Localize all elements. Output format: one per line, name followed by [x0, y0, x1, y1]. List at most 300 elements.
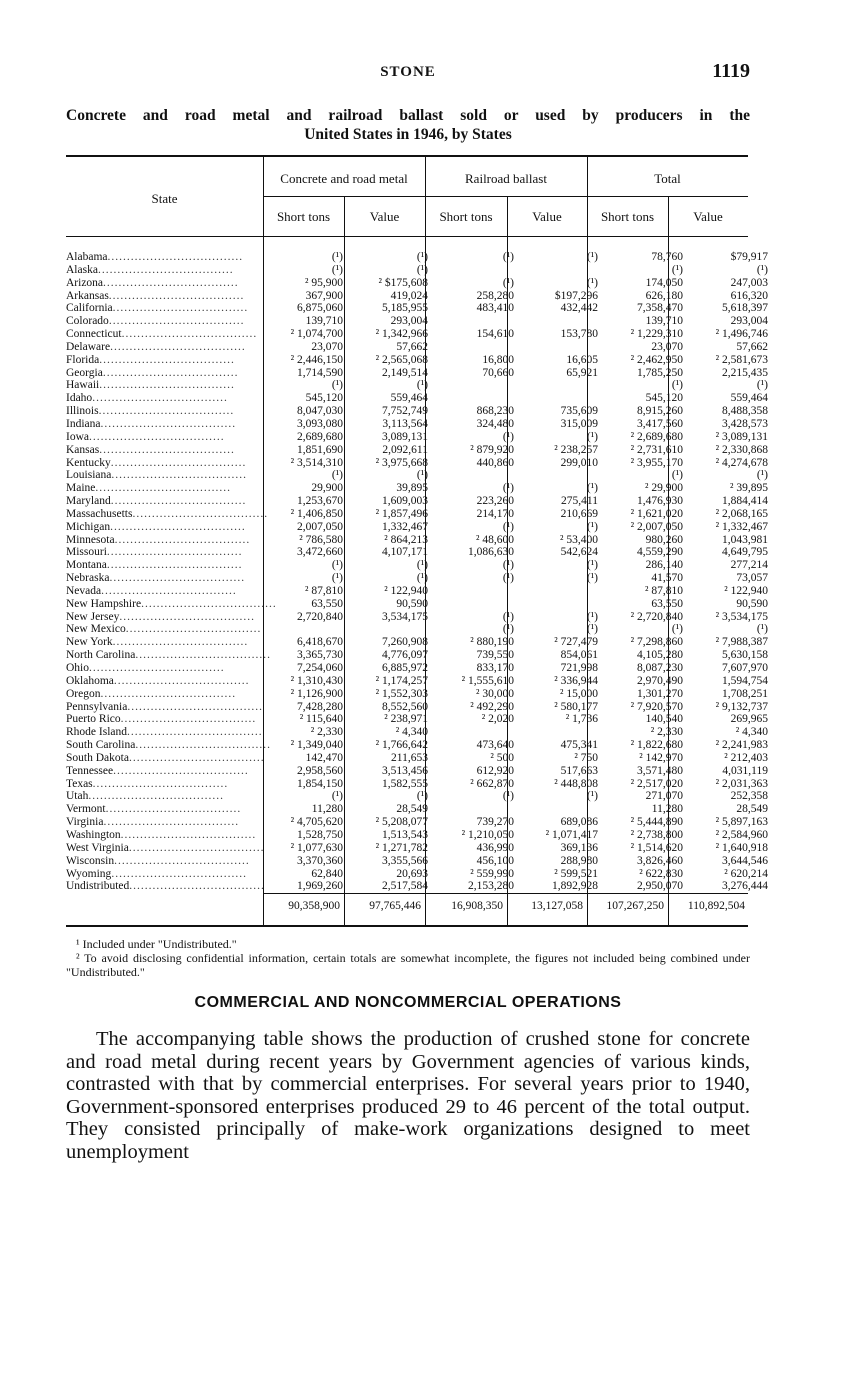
- value-cell: (¹): [502, 790, 514, 803]
- table-row: [66, 495, 772, 508]
- value-cell: (¹): [416, 790, 428, 803]
- value-cell: ² 864,213: [384, 533, 428, 546]
- value-cell: 1,528,750: [297, 828, 343, 841]
- value-cell: 735,609: [560, 405, 598, 418]
- value-cell: 517,663: [560, 764, 598, 777]
- value-cell: 78,760: [651, 251, 683, 263]
- value-cell: [518, 315, 602, 328]
- value-cell: ² 1,271,782: [375, 841, 428, 854]
- value-cell: 286,140: [645, 559, 683, 572]
- leader-dots: ...................................: [125, 623, 262, 636]
- value-cell: (¹): [586, 430, 598, 443]
- value-cell: 73,057: [736, 572, 768, 585]
- total-ballast-tons: 16,908,350: [451, 900, 503, 912]
- value-cell: 293,004: [730, 315, 768, 328]
- value-cell: 1,513,543: [382, 828, 428, 841]
- caption-line-2: United States in 1946, by States: [304, 126, 512, 143]
- table-row: [66, 688, 772, 701]
- state-name: Pennsylvania: [66, 700, 128, 713]
- value-cell: 3,534,175: [382, 610, 428, 623]
- value-cell: 288,980: [560, 854, 598, 867]
- leader-dots: ...................................: [113, 674, 250, 687]
- state-name: Alabama: [66, 251, 108, 263]
- value-cell: ² 1,514,620: [630, 841, 683, 854]
- value-cell: ² 622,830: [639, 867, 683, 880]
- value-cell: 440,860: [476, 456, 514, 469]
- total-all-value: 110,892,504: [687, 900, 745, 912]
- leader-dots: ...................................: [105, 803, 242, 816]
- value-cell: ² 662,870: [470, 777, 514, 790]
- value-cell: ² 2,462,950: [630, 353, 683, 366]
- state-name: Michigan: [66, 520, 111, 533]
- leader-dots: ...................................: [92, 392, 228, 405]
- value-cell: ² 15,000: [560, 687, 598, 700]
- value-cell: ² 2,446,150: [290, 353, 343, 366]
- value-cell: 3,365,730: [297, 649, 343, 662]
- total-all-tons: 107,267,250: [606, 900, 664, 912]
- body-paragraph: The accompanying table shows the production of crushed stone for concrete and road metal during recent years by Government agencies of various kinds, contrasted with that by commercial enterprises. For several years prior to 1940, Government-sponsored enterprises produced 29 to 46 percent of the total output. They consisted principally of make-work organizations designed to meet unemployment: [66, 1028, 750, 1163]
- value-cell: 1,043,981: [722, 533, 768, 546]
- value-cell: ² 2,738,800: [630, 828, 683, 841]
- table-header-rule: [66, 236, 748, 237]
- value-cell: [518, 341, 602, 354]
- value-cell: ² 2,565,068: [375, 353, 428, 366]
- value-cell: (¹): [586, 482, 598, 495]
- value-cell: 1,969,260: [297, 880, 343, 893]
- table-group-rule: [263, 196, 748, 197]
- table-row: [66, 264, 772, 277]
- value-cell: 299,010: [560, 456, 598, 469]
- value-cell: 721,998: [560, 662, 598, 674]
- table-row: [66, 816, 772, 829]
- value-cell: ² 1,496,746: [715, 328, 768, 341]
- value-cell: (¹): [331, 559, 343, 572]
- value-cell: ² 1,126,900: [290, 687, 343, 700]
- leader-dots: ...................................: [97, 263, 234, 276]
- state-cell: [66, 482, 263, 495]
- state-name: Wisconsin: [66, 854, 115, 867]
- table-row: [66, 482, 772, 495]
- value-cell: 2,215,435: [722, 366, 768, 379]
- subheader-value: Value: [693, 209, 723, 224]
- subheader-short-tons: Short tons: [276, 209, 331, 224]
- value-cell: ² 580,177: [554, 700, 598, 713]
- state-name: Oregon: [66, 687, 101, 700]
- value-cell: (¹): [331, 469, 343, 482]
- value-cell: ² 492,290: [470, 700, 514, 713]
- value-cell: (¹): [502, 276, 514, 289]
- table-row: [66, 842, 772, 855]
- state-name: Montana: [66, 559, 107, 572]
- value-cell: 269,965: [730, 713, 768, 726]
- value-cell: 1,785,250: [637, 366, 683, 379]
- leader-dots: ...................................: [108, 315, 245, 328]
- value-cell: 1,476,930: [637, 495, 683, 508]
- value-cell: 475,341: [560, 739, 598, 752]
- value-cell: (¹): [671, 263, 683, 276]
- state-name: Arizona: [66, 276, 104, 289]
- state-cell: [66, 585, 263, 598]
- table-row: [66, 778, 772, 791]
- value-cell: ² 5,897,163: [715, 816, 768, 829]
- leader-dots: ...................................: [111, 469, 247, 482]
- value-cell: ² 3,975,668: [375, 456, 428, 469]
- value-cell: ² 1,766,642: [375, 739, 428, 752]
- value-cell: (¹): [586, 623, 598, 636]
- value-cell: ² 2,241,983: [715, 739, 768, 752]
- value-cell: [432, 379, 518, 392]
- value-cell: ² 2,068,165: [715, 507, 768, 520]
- header-group-ballast: Railroad ballast: [465, 171, 547, 186]
- value-cell: (¹): [331, 263, 343, 276]
- leader-dots: ...................................: [112, 636, 249, 649]
- value-cell: ² 30,000: [476, 687, 514, 700]
- value-cell: ² 448,808: [554, 777, 598, 790]
- table-row: [66, 469, 772, 482]
- state-cell: [66, 379, 263, 392]
- leader-dots: ...................................: [92, 777, 229, 790]
- value-cell: ² 212,403: [724, 751, 768, 764]
- table-row: [66, 752, 772, 765]
- value-cell: ² 29,900: [645, 482, 683, 495]
- value-cell: (¹): [502, 572, 514, 585]
- value-cell: (¹): [331, 572, 343, 585]
- value-cell: ² 7,920,570: [630, 700, 683, 713]
- value-cell: ² 727,479: [554, 636, 598, 649]
- table-row: [66, 726, 772, 739]
- value-cell: [432, 598, 518, 611]
- value-cell: 293,004: [390, 315, 428, 328]
- value-cell: ² 238,971: [384, 713, 428, 726]
- leader-dots: ...................................: [129, 880, 265, 893]
- value-cell: [432, 726, 518, 739]
- leader-dots: ...................................: [112, 302, 249, 315]
- value-cell: 833,170: [476, 662, 514, 674]
- leader-dots: ...................................: [127, 726, 263, 739]
- value-cell: (¹): [416, 251, 428, 263]
- value-cell: [518, 392, 602, 405]
- value-cell: 3,513,456: [382, 764, 428, 777]
- value-cell: (¹): [586, 572, 598, 585]
- value-cell: ² 786,580: [299, 533, 343, 546]
- value-cell: 5,618,397: [722, 302, 768, 315]
- value-cell: (¹): [416, 469, 428, 482]
- table-row: [66, 277, 772, 290]
- value-cell: ² 4,340: [735, 726, 768, 739]
- leader-dots: ...................................: [110, 456, 247, 469]
- value-cell: [263, 623, 347, 636]
- value-cell: 3,355,566: [382, 854, 428, 867]
- value-cell: 3,428,573: [722, 417, 768, 430]
- state-name: Arkansas: [66, 289, 109, 302]
- table-row: [66, 649, 772, 662]
- totals-row: [263, 900, 748, 916]
- total-concrete-value: 97,765,446: [369, 900, 421, 912]
- value-cell: 28,549: [396, 803, 428, 816]
- subheader-value: Value: [369, 209, 400, 224]
- state-name: New Mexico: [66, 623, 126, 636]
- value-cell: ² 7,988,387: [715, 636, 768, 649]
- value-cell: 2,970,490: [637, 674, 683, 687]
- value-cell: ² 238,257: [554, 443, 598, 456]
- value-cell: ² 115,640: [299, 713, 343, 726]
- value-cell: ² 3,534,175: [715, 610, 768, 623]
- value-cell: 6,875,060: [297, 302, 343, 315]
- table-row: [66, 765, 772, 778]
- caption-line-1: Concrete and road metal and railroad ballast sold or used by producers in the: [66, 107, 750, 124]
- value-cell: ² 4,274,678: [715, 456, 768, 469]
- state-cell: [66, 328, 263, 341]
- value-cell: 2,689,680: [297, 430, 343, 443]
- state-name: Indiana: [66, 417, 101, 430]
- value-cell: 5,185,955: [382, 302, 428, 315]
- header-state: State: [151, 191, 178, 206]
- value-cell: ² 95,900: [305, 276, 343, 289]
- value-cell: 367,900: [305, 289, 343, 302]
- value-cell: ² 750: [574, 751, 598, 764]
- subheader-value: Value: [532, 209, 562, 224]
- value-cell: 739,270: [476, 816, 514, 829]
- value-cell: ² 2,720,840: [630, 610, 683, 623]
- value-cell: 2,958,560: [297, 764, 343, 777]
- value-cell: 4,559,290: [637, 546, 683, 559]
- value-cell: [347, 623, 432, 636]
- state-name: Louisiana: [66, 469, 112, 482]
- state-cell: [66, 534, 263, 547]
- value-cell: ² 2,581,673: [715, 353, 768, 366]
- state-name: Vermont: [66, 803, 106, 816]
- value-cell: [518, 803, 602, 816]
- table-row: [66, 508, 772, 521]
- value-cell: 559,464: [730, 392, 768, 405]
- value-cell: 980,260: [645, 533, 683, 546]
- value-cell: ² 5,208,077: [375, 816, 428, 829]
- value-cell: 223,260: [476, 495, 514, 508]
- leader-dots: ...................................: [119, 610, 255, 623]
- value-cell: 6,885,972: [382, 662, 428, 674]
- state-cell: [66, 790, 263, 803]
- leader-dots: ...................................: [121, 328, 258, 341]
- value-cell: ² 880,190: [470, 636, 514, 649]
- value-cell: (¹): [502, 623, 514, 636]
- leader-dots: ...................................: [128, 751, 265, 764]
- state-name: South Dakota: [66, 751, 129, 764]
- value-cell: ² 559,990: [470, 867, 514, 880]
- value-cell: 275,411: [561, 495, 598, 508]
- value-cell: (¹): [671, 379, 683, 392]
- state-cell: [66, 726, 263, 739]
- value-cell: 140,540: [645, 713, 683, 726]
- state-cell: [66, 713, 263, 726]
- value-cell: ² $175,608: [378, 276, 428, 289]
- table-top-rule: [66, 155, 748, 157]
- value-cell: (¹): [502, 482, 514, 495]
- value-cell: 41,570: [651, 572, 683, 585]
- value-cell: 3,417,560: [637, 417, 683, 430]
- value-cell: (¹): [416, 572, 428, 585]
- table-row: [66, 315, 772, 328]
- value-cell: (¹): [416, 263, 428, 276]
- state-name: Alaska: [66, 263, 98, 276]
- value-cell: 142,470: [305, 751, 343, 764]
- value-cell: 57,662: [736, 340, 768, 353]
- subheader-short-tons: Short tons: [439, 209, 493, 224]
- table-row: [66, 379, 772, 392]
- state-name: Colorado: [66, 315, 109, 328]
- state-name: North Carolina: [66, 649, 136, 662]
- value-cell: ² 7,298,860: [630, 636, 683, 649]
- value-cell: (¹): [586, 610, 598, 623]
- value-cell: $197,296: [554, 289, 598, 302]
- leader-dots: ...................................: [110, 520, 246, 533]
- state-name: Kentucky: [66, 456, 111, 469]
- value-cell: ² 1,342,966: [375, 328, 428, 341]
- state-cell: [66, 688, 263, 701]
- state-cell: [66, 559, 263, 572]
- value-cell: 39,895: [396, 482, 428, 495]
- table-row: [66, 534, 772, 547]
- value-cell: 689,086: [560, 816, 598, 829]
- state-name: Undistributed: [66, 880, 130, 893]
- state-name: Florida: [66, 353, 100, 366]
- value-cell: 456,100: [476, 854, 514, 867]
- leader-dots: ...................................: [120, 828, 257, 841]
- state-name: Wyoming: [66, 867, 112, 880]
- value-cell: ² 2,031,363: [715, 777, 768, 790]
- value-cell: 2,153,280: [468, 880, 514, 893]
- state-cell: [66, 803, 263, 816]
- state-name: Idaho: [66, 392, 93, 405]
- value-cell: ² 879,920: [470, 443, 514, 456]
- subheader-short-tons: Short tons: [600, 209, 655, 224]
- value-cell: 315,009: [560, 417, 598, 430]
- value-cell: [432, 392, 518, 405]
- value-cell: [518, 726, 602, 739]
- leader-dots: ...................................: [114, 533, 251, 546]
- value-cell: [518, 264, 602, 277]
- leader-dots: ...................................: [99, 443, 235, 456]
- value-cell: 3,472,660: [297, 546, 343, 559]
- value-cell: (¹): [586, 520, 598, 533]
- value-cell: ² 2,731,610: [630, 443, 683, 456]
- leader-dots: ...................................: [88, 790, 224, 803]
- value-cell: 7,607,970: [722, 662, 768, 674]
- state-name: Hawaii: [66, 379, 100, 392]
- state-name: Maryland: [66, 495, 111, 508]
- leader-dots: ...................................: [99, 353, 235, 366]
- value-cell: ² 48,600: [476, 533, 514, 546]
- running-head-title: STONE: [380, 64, 436, 80]
- value-cell: 1,708,251: [722, 687, 768, 700]
- table-row: [66, 392, 772, 405]
- leader-dots: ...................................: [102, 366, 239, 379]
- table-row: [66, 675, 772, 688]
- value-cell: (¹): [331, 251, 343, 263]
- value-cell: ² 2,330,868: [715, 443, 768, 456]
- value-cell: 559,464: [390, 392, 428, 405]
- value-cell: 65,921: [566, 366, 598, 379]
- body-text: [66, 1028, 750, 1163]
- value-cell: 90,590: [396, 597, 428, 610]
- value-cell: 1,582,555: [382, 777, 428, 790]
- state-cell: [66, 816, 263, 829]
- value-cell: ² 9,132,737: [715, 700, 768, 713]
- leader-dots: ...................................: [100, 417, 237, 430]
- state-name: Illinois: [66, 405, 99, 418]
- leader-dots: ...................................: [132, 507, 269, 520]
- value-cell: ² 2,330: [310, 726, 343, 739]
- value-cell: ² 1,822,680: [630, 739, 683, 752]
- state-cell: [66, 752, 263, 765]
- leader-dots: ...................................: [110, 495, 247, 508]
- state-cell: [66, 418, 263, 431]
- leader-dots: ...................................: [120, 713, 257, 726]
- table-row: [66, 803, 772, 816]
- table-row: [66, 521, 772, 534]
- value-cell: (¹): [756, 263, 768, 276]
- value-cell: 1,609,003: [382, 495, 428, 508]
- table-row: [66, 251, 772, 264]
- value-cell: 57,662: [396, 340, 428, 353]
- table-row: [66, 611, 772, 624]
- state-cell: [66, 868, 263, 881]
- value-cell: 3,113,564: [382, 417, 428, 430]
- value-cell: ² 1,621,020: [630, 507, 683, 520]
- state-name: Puerto Rico: [66, 713, 121, 726]
- value-cell: 4,105,280: [637, 649, 683, 662]
- value-cell: ² 3,955,170: [630, 456, 683, 469]
- state-name: Ohio: [66, 662, 89, 674]
- value-cell: 4,649,795: [722, 546, 768, 559]
- value-cell: ² 4,340: [395, 726, 428, 739]
- table-row: [66, 713, 772, 726]
- value-cell: ² 87,810: [645, 584, 683, 597]
- value-cell: (¹): [331, 790, 343, 803]
- table-row: [66, 444, 772, 457]
- value-cell: (¹): [671, 623, 683, 636]
- value-cell: ² 620,214: [724, 867, 768, 880]
- value-cell: 139,710: [645, 315, 683, 328]
- value-cell: 4,031,119: [722, 764, 768, 777]
- state-cell: [66, 611, 263, 624]
- value-cell: 4,107,171: [382, 546, 428, 559]
- footnote-1: ¹ Included under "Undistributed.": [76, 937, 237, 951]
- state-cell: [66, 880, 263, 893]
- leader-dots: ...................................: [89, 662, 225, 674]
- value-cell: $79,917: [730, 251, 768, 263]
- value-cell: 1,086,630: [468, 546, 514, 559]
- value-cell: ² 3,514,310: [290, 456, 343, 469]
- table-row: [66, 829, 772, 842]
- value-cell: (¹): [756, 623, 768, 636]
- value-cell: ² 1,174,257: [375, 674, 428, 687]
- value-cell: [518, 469, 602, 482]
- value-cell: 1,332,467: [382, 520, 428, 533]
- value-cell: 154,610: [476, 328, 514, 341]
- state-cell: [66, 290, 263, 303]
- value-cell: 214,170: [476, 507, 514, 520]
- state-cell: [66, 701, 263, 714]
- state-name: Iowa: [66, 430, 89, 443]
- value-cell: ² 1,736: [565, 713, 598, 726]
- value-cell: 2,720,840: [297, 610, 343, 623]
- table-row: [66, 302, 772, 315]
- value-cell: 23,070: [651, 340, 683, 353]
- value-cell: ² 2,689,680: [630, 430, 683, 443]
- page-number: 1119: [712, 60, 750, 82]
- state-cell: [66, 842, 263, 855]
- state-cell: [66, 739, 271, 752]
